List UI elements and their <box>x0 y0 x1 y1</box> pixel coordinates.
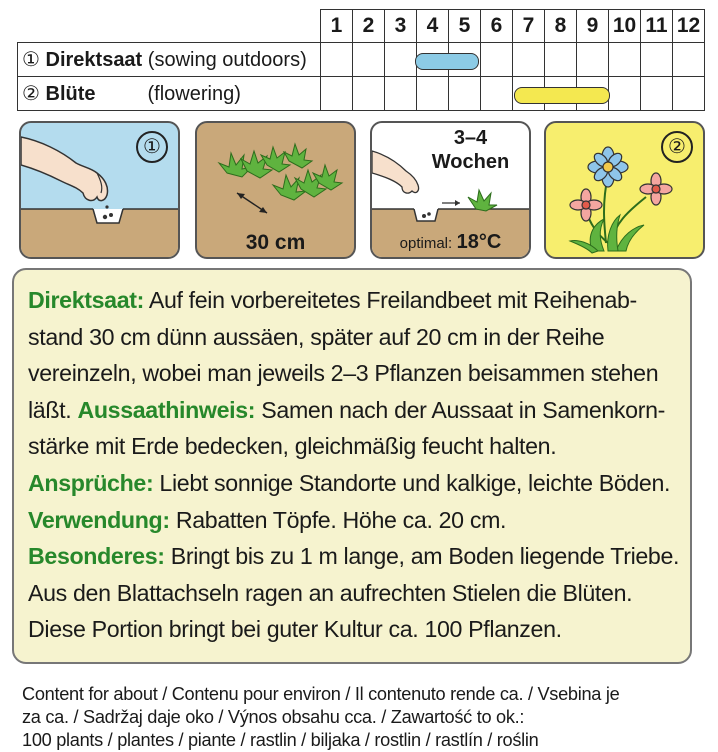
month-11: 11 <box>641 10 673 43</box>
text-line-10: Diese Portion bringt bei guter Kultur ca. 100 Pflanzen. <box>28 616 562 643</box>
text-line-4 <box>28 392 690 429</box>
sowing-row-label <box>18 43 321 77</box>
month-4: 4 <box>417 10 449 43</box>
cultivation-instructions <box>12 268 692 664</box>
flowering-title: Blüte <box>45 83 96 105</box>
month-3: 3 <box>385 10 417 43</box>
month-2: 2 <box>353 10 385 43</box>
month-6: 6 <box>481 10 513 43</box>
month-8: 8 <box>545 10 577 43</box>
text-line-3: vereinzeln, wobei man jeweils 2–3 Pflanzen beisammen stehen <box>28 360 659 387</box>
step-2-badge: ② <box>661 131 693 163</box>
text-line-2: stand 30 cm dünn aussäen, später auf 20 cm in der Reihe <box>28 323 605 350</box>
optimal-prefix: optimal: <box>399 235 453 252</box>
panel-sowing <box>19 121 180 259</box>
aussaathinweis-label: Aussaathinweis: <box>77 396 256 423</box>
panel-spacing <box>195 121 356 259</box>
sowing-subtitle: (sowing outdoors) <box>147 49 307 71</box>
month-12: 12 <box>673 10 705 43</box>
verwendung-text: Rabatten Töpfe. Höhe ca. 20 cm. <box>169 506 507 533</box>
row-spacing-label: 30 cm <box>245 231 306 254</box>
text-line-6 <box>28 465 690 502</box>
panel-flowering <box>544 121 705 259</box>
direktsaat-label: Direktsaat: <box>28 287 145 313</box>
text-line-4-prefix: läßt. <box>28 396 78 423</box>
step-1-badge: ① <box>136 131 168 163</box>
footer-line-3: 100 plants / plantes / piante / rastlin / biljaka / rostlin / rastlín / roślin <box>22 730 539 750</box>
sowing-number-badge: ① <box>22 49 40 71</box>
direktsaat-text: Auf fein vorbereitetes Freilandbeet mit Reihenab- <box>144 287 637 313</box>
text-line-8 <box>28 538 690 575</box>
optimal-temp-value: 18°C <box>456 231 502 253</box>
aussaathinweis-text: Samen nach der Aussaat in Samenkorn- <box>255 396 666 423</box>
text-line-1 <box>28 282 690 319</box>
month-1: 1 <box>321 10 353 43</box>
calendar-row-sowing <box>18 43 705 77</box>
verwendung-label: Verwendung: <box>28 506 170 533</box>
calendar-header-row <box>18 10 705 43</box>
text-line-5: stärke mit Erde bedecken, gleichmäßig feucht halten. <box>28 433 557 460</box>
flowering-period-bar <box>514 87 610 104</box>
sowing-period-bar <box>415 53 479 70</box>
ansprueche-label: Ansprüche: <box>28 469 154 496</box>
sowing-title: Direktsaat <box>45 49 143 71</box>
footer-line-2: za ca. / Sadržaj daje oko / Výnos obsahu cca. / Zawartość to ok.: <box>22 707 525 727</box>
flowering-row-label <box>18 77 321 111</box>
month-7: 7 <box>513 10 545 43</box>
month-9: 9 <box>577 10 609 43</box>
footer-line-1: Content for about / Contenu pour environ / Il contenuto rende ca. / Vsebina je <box>22 684 620 704</box>
month-5: 5 <box>449 10 481 43</box>
text-line-7 <box>28 502 690 539</box>
panel-germination <box>370 121 531 259</box>
ansprueche-text: Liebt sonnige Standorte und kalkige, leichte Böden. <box>153 469 671 496</box>
flowering-subtitle: (flowering) <box>147 83 241 105</box>
weeks-unit: Wochen <box>431 151 510 173</box>
flowering-number-badge: ② <box>22 83 40 105</box>
optimal-temperature <box>372 231 529 254</box>
month-10: 10 <box>609 10 641 43</box>
text-line-9: Aus den Blattachseln ragen an aufrechten Stielen die Blüten. <box>28 579 633 606</box>
weeks-value: 3–4 <box>453 127 488 149</box>
besonderes-label: Besonderes: <box>28 543 165 570</box>
content-yield-footer <box>22 683 712 752</box>
besonderes-text: Bringt bis zu 1 m lange, am Boden liegende Triebe. <box>164 543 680 570</box>
